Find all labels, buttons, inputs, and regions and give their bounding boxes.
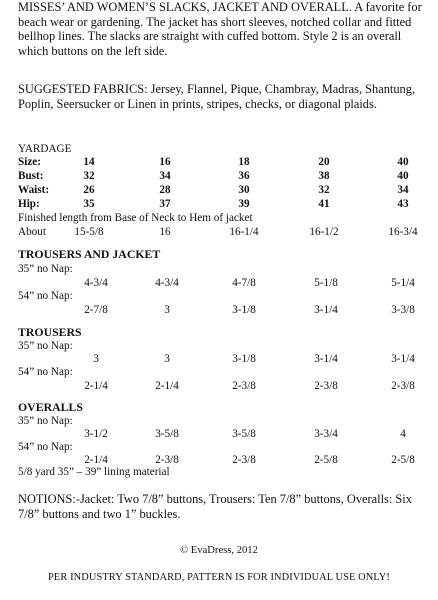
cell: 40 bbox=[397, 170, 409, 182]
lining-note: 5/8 yard 35” – 39” lining material bbox=[18, 466, 170, 478]
section-title: TROUSERS AND JACKET bbox=[18, 247, 161, 261]
cell: 3 bbox=[164, 304, 170, 316]
cell: 3-1/4 bbox=[314, 304, 338, 316]
row-label: Waist: bbox=[18, 184, 50, 196]
cell: 3-1/8 bbox=[232, 304, 256, 316]
row-label: Size: bbox=[18, 156, 41, 168]
cell: 34 bbox=[397, 184, 409, 196]
cell: 3-5/8 bbox=[155, 428, 179, 440]
cell: 16-1/4 bbox=[229, 226, 259, 238]
row-label: 35” no Nap: bbox=[18, 340, 73, 352]
cell: 2-3/8 bbox=[314, 380, 338, 392]
row-label: 35” no Nap: bbox=[18, 263, 73, 275]
pattern-description: MISSES’ AND WOMEN’S SLACKS, JACKET AND OVERALL. A favorite for beach wear or gardening. The jacket has short sleeves, notched collar and fitted bellhop lines. The slacks are straight with cuffed bottom. Style 2 is an overall which buttons on the left side. bbox=[18, 0, 422, 58]
cell: 2-3/8 bbox=[232, 454, 256, 466]
cell: 28 bbox=[159, 184, 171, 196]
usage-disclaimer: PER INDUSTRY STANDARD, PATTERN IS FOR INDIVIDUAL USE ONLY! bbox=[48, 572, 390, 583]
cell: 3-5/8 bbox=[232, 428, 256, 440]
cell: 4 bbox=[400, 428, 406, 440]
cell: 20 bbox=[318, 156, 330, 168]
cell: 39 bbox=[238, 198, 250, 210]
yardage-title: YARDAGE bbox=[18, 143, 72, 155]
cell: 30 bbox=[238, 184, 250, 196]
cell: 40 bbox=[397, 156, 409, 168]
cell: 3-1/8 bbox=[232, 353, 256, 365]
cell: 4-3/4 bbox=[84, 277, 108, 289]
cell: 2-3/8 bbox=[232, 380, 256, 392]
cell: 16-3/4 bbox=[388, 226, 418, 238]
cell: 14 bbox=[83, 156, 95, 168]
cell: 36 bbox=[238, 170, 250, 182]
copyright: © EvaDress, 2012 bbox=[180, 545, 258, 556]
cell: 3-3/4 bbox=[314, 428, 338, 440]
cell: 32 bbox=[318, 184, 330, 196]
row-label: About bbox=[18, 226, 46, 238]
cell: 3 bbox=[93, 353, 99, 365]
cell: 15-5/8 bbox=[74, 226, 104, 238]
cell: 4-7/8 bbox=[232, 277, 256, 289]
cell: 2-5/8 bbox=[391, 454, 415, 466]
section-title: TROUSERS bbox=[18, 325, 82, 339]
cell: 16 bbox=[159, 226, 171, 238]
cell: 32 bbox=[83, 170, 95, 182]
row-label: 54” no Nap: bbox=[18, 290, 73, 302]
cell: 43 bbox=[397, 198, 409, 210]
cell: 3-1/4 bbox=[314, 353, 338, 365]
cell: 34 bbox=[159, 170, 171, 182]
cell: 16-1/2 bbox=[309, 226, 339, 238]
cell: 5-1/4 bbox=[391, 277, 415, 289]
row-label: Hip: bbox=[18, 198, 40, 210]
cell: 2-1/4 bbox=[155, 380, 179, 392]
cell: 4-3/4 bbox=[155, 277, 179, 289]
cell: 2-3/8 bbox=[391, 380, 415, 392]
cell: 3-3/8 bbox=[391, 304, 415, 316]
cell: 5-1/8 bbox=[314, 277, 338, 289]
cell: 26 bbox=[83, 184, 95, 196]
cell: 2-3/8 bbox=[155, 454, 179, 466]
cell: 41 bbox=[318, 198, 330, 210]
cell: 2-7/8 bbox=[84, 304, 108, 316]
cell: 18 bbox=[238, 156, 250, 168]
cell: 3-1/4 bbox=[391, 353, 415, 365]
cell: 2-1/4 bbox=[84, 380, 108, 392]
cell: 38 bbox=[318, 170, 330, 182]
cell: 2-5/8 bbox=[314, 454, 338, 466]
row-label: 35” no Nap: bbox=[18, 415, 73, 427]
row-label: 54” no Nap: bbox=[18, 441, 73, 453]
row-label: 54” no Nap: bbox=[18, 366, 73, 378]
cell: 2-1/4 bbox=[84, 454, 108, 466]
finished-length-note: Finished length from Base of Neck to Hem of jacket bbox=[18, 212, 253, 224]
row-label: Bust: bbox=[18, 170, 44, 182]
suggested-fabrics: SUGGESTED FABRICS: Jersey, Flannel, Pique, Chambray, Madras, Shantung, Poplin, Seersucker or Linen in prints, stripes, checks, or diagonal plaids. bbox=[18, 82, 416, 111]
cell: 16 bbox=[159, 156, 171, 168]
notions: NOTIONS:-Jacket: Two 7/8” buttons, Trousers: Ten 7/8” buttons, Overalls: Six 7/8” buttons and two 1” buckles. bbox=[18, 492, 412, 521]
section-title: OVERALLS bbox=[18, 400, 83, 414]
cell: 3-1/2 bbox=[84, 428, 108, 440]
cell: 37 bbox=[159, 198, 171, 210]
cell: 3 bbox=[164, 353, 170, 365]
cell: 35 bbox=[83, 198, 95, 210]
